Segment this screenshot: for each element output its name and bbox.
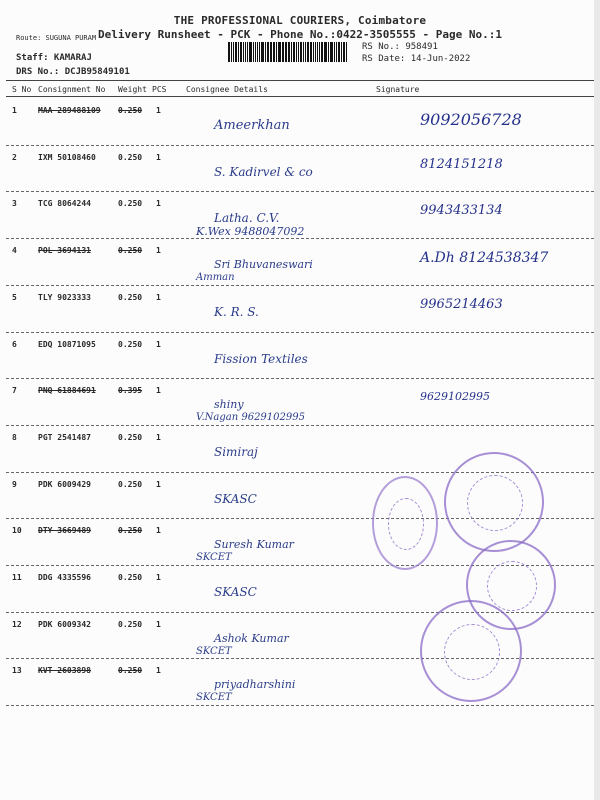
row-consignment: TLY 9023333 [38, 292, 91, 302]
col-weight: Weight [118, 85, 147, 94]
row-divider [6, 425, 594, 426]
row-pcs: 1 [156, 106, 161, 115]
signature-handwriting: 9943433134 [420, 203, 503, 219]
row-sno: 9 [12, 479, 17, 489]
row-consignment: DTY 3669489 [38, 526, 91, 536]
drs-number: DRS No.: DCJB95849101 [16, 67, 130, 77]
row-consignment: MAA 289488109 [38, 106, 101, 115]
row-sno: 7 [12, 386, 17, 396]
row-consignment: IXM 50108460 [38, 152, 96, 162]
row-weight: 0.250 [118, 573, 143, 582]
barcode [228, 42, 348, 62]
consignee-handwriting: shiny [214, 398, 244, 412]
consignee-handwriting-line2: SKCET [196, 552, 232, 564]
signature-handwriting: 9092056728 [420, 110, 522, 129]
header-rule-top [6, 80, 594, 81]
row-pcs: 1 [156, 292, 161, 302]
col-consignment: Consignment No [38, 85, 106, 94]
consignee-handwriting: Fission Textiles [214, 351, 308, 366]
route-label: Route: SUGUNA PURAM [16, 34, 97, 42]
consignee-handwriting: Ameerkhan [214, 118, 290, 133]
row-divider [6, 145, 594, 146]
row-divider [6, 332, 594, 333]
consignee-handwriting-line2: K.Wex 9488047092 [196, 225, 305, 239]
row-divider [6, 285, 594, 286]
consignee-handwriting: Simiraj [214, 444, 258, 459]
signature-handwriting: A.Dh 8124538347 [420, 250, 549, 267]
col-sno: S No [12, 85, 32, 94]
row-weight: 0.250 [118, 152, 143, 162]
consignee-handwriting-line2: SKCET [196, 645, 232, 657]
row-weight: 0.250 [118, 432, 143, 442]
row-weight: 0.250 [118, 619, 143, 629]
consignee-handwriting: Suresh Kumar [214, 538, 294, 552]
row-weight: 0.250 [118, 292, 143, 302]
row-pcs: 1 [156, 619, 161, 629]
consignee-handwriting: K. R. S. [214, 304, 259, 319]
staff-label: Staff: KAMARAJ [16, 53, 92, 63]
consignee-handwriting: SKASC [214, 585, 257, 599]
row-pcs: 1 [156, 666, 161, 676]
consignee-handwriting: Ashok Kumar [214, 631, 289, 645]
row-pcs: 1 [156, 339, 161, 349]
consignee-handwriting-line2: Amman [196, 272, 235, 284]
row-consignment: POL 3694131 [38, 246, 91, 256]
col-signature: Signature [376, 85, 420, 94]
row-pcs: 1 [156, 152, 161, 162]
row-weight: 0.250 [118, 106, 143, 115]
row-sno: 10 [12, 526, 22, 536]
college-stamp-1 [444, 452, 544, 552]
header-rule-bottom [6, 96, 594, 97]
row-divider [6, 238, 594, 239]
signature-handwriting: 9629102995 [420, 390, 490, 404]
consignee-handwriting: Latha. C.V. [214, 211, 280, 226]
row-consignment: PGT 2541487 [38, 432, 91, 442]
row-sno: 1 [12, 106, 17, 115]
row-weight: 0.250 [118, 666, 143, 676]
row-sno: 2 [12, 152, 17, 162]
row-weight: 0.250 [118, 479, 143, 489]
row-pcs: 1 [156, 479, 161, 489]
row-divider [6, 191, 594, 192]
consignee-handwriting-line2: SKCET [196, 692, 232, 704]
row-sno: 13 [12, 666, 22, 676]
consignee-handwriting: S. Kadirvel & co [214, 164, 313, 179]
college-stamp-4 [420, 600, 522, 702]
row-sno: 6 [12, 339, 17, 349]
row-sno: 8 [12, 432, 17, 442]
document-title: THE PROFESSIONAL COURIERS, Coimbatore [173, 14, 427, 27]
row-pcs: 1 [156, 386, 161, 396]
signature-handwriting: 8124151218 [420, 156, 503, 172]
signature-handwriting: 9965214463 [420, 296, 503, 312]
row-consignment: PDK 6009429 [38, 479, 91, 489]
consignee-handwriting: priyadharshini [214, 678, 296, 692]
rs-date: RS Date: 14-Jun-2022 [362, 54, 471, 64]
row-consignment: KVT 2603898 [38, 666, 91, 676]
document-subtitle: Delivery Runsheet - PCK - Phone No.:0422-3505555 - Page No.:1 [98, 28, 502, 41]
row-pcs: 1 [156, 199, 161, 209]
row-pcs: 1 [156, 526, 161, 536]
row-divider [6, 705, 594, 706]
row-consignment: TCG 8064244 [38, 199, 91, 209]
row-weight: 0.395 [118, 386, 143, 396]
row-pcs: 1 [156, 246, 161, 256]
row-consignment: DDG 4335596 [38, 573, 91, 582]
row-weight: 0.250 [118, 246, 143, 256]
row-pcs: 1 [156, 432, 161, 442]
row-sno: 11 [12, 573, 22, 582]
page-edge-shadow [594, 0, 600, 800]
row-consignment: PDK 6009342 [38, 619, 91, 629]
row-sno: 4 [12, 246, 17, 256]
row-consignment: PNQ 61884691 [38, 386, 96, 396]
col-pcs: PCS [152, 85, 167, 94]
consignee-handwriting-line2: V.Nagan 9629102995 [196, 412, 305, 424]
row-weight: 0.250 [118, 199, 143, 209]
row-sno: 12 [12, 619, 22, 629]
row-consignment: EDQ 10871095 [38, 339, 96, 349]
college-stamp-2 [372, 476, 438, 570]
row-divider [6, 378, 594, 379]
row-weight: 0.250 [118, 339, 143, 349]
consignee-handwriting: Sri Bhuvaneswari [214, 258, 313, 272]
row-sno: 5 [12, 292, 17, 302]
rs-number: RS No.: 958491 [362, 42, 438, 52]
row-sno: 3 [12, 199, 17, 209]
col-consignee: Consignee Details [186, 85, 268, 94]
row-pcs: 1 [156, 573, 161, 582]
row-weight: 0.250 [118, 526, 143, 536]
consignee-handwriting: SKASC [214, 491, 257, 506]
